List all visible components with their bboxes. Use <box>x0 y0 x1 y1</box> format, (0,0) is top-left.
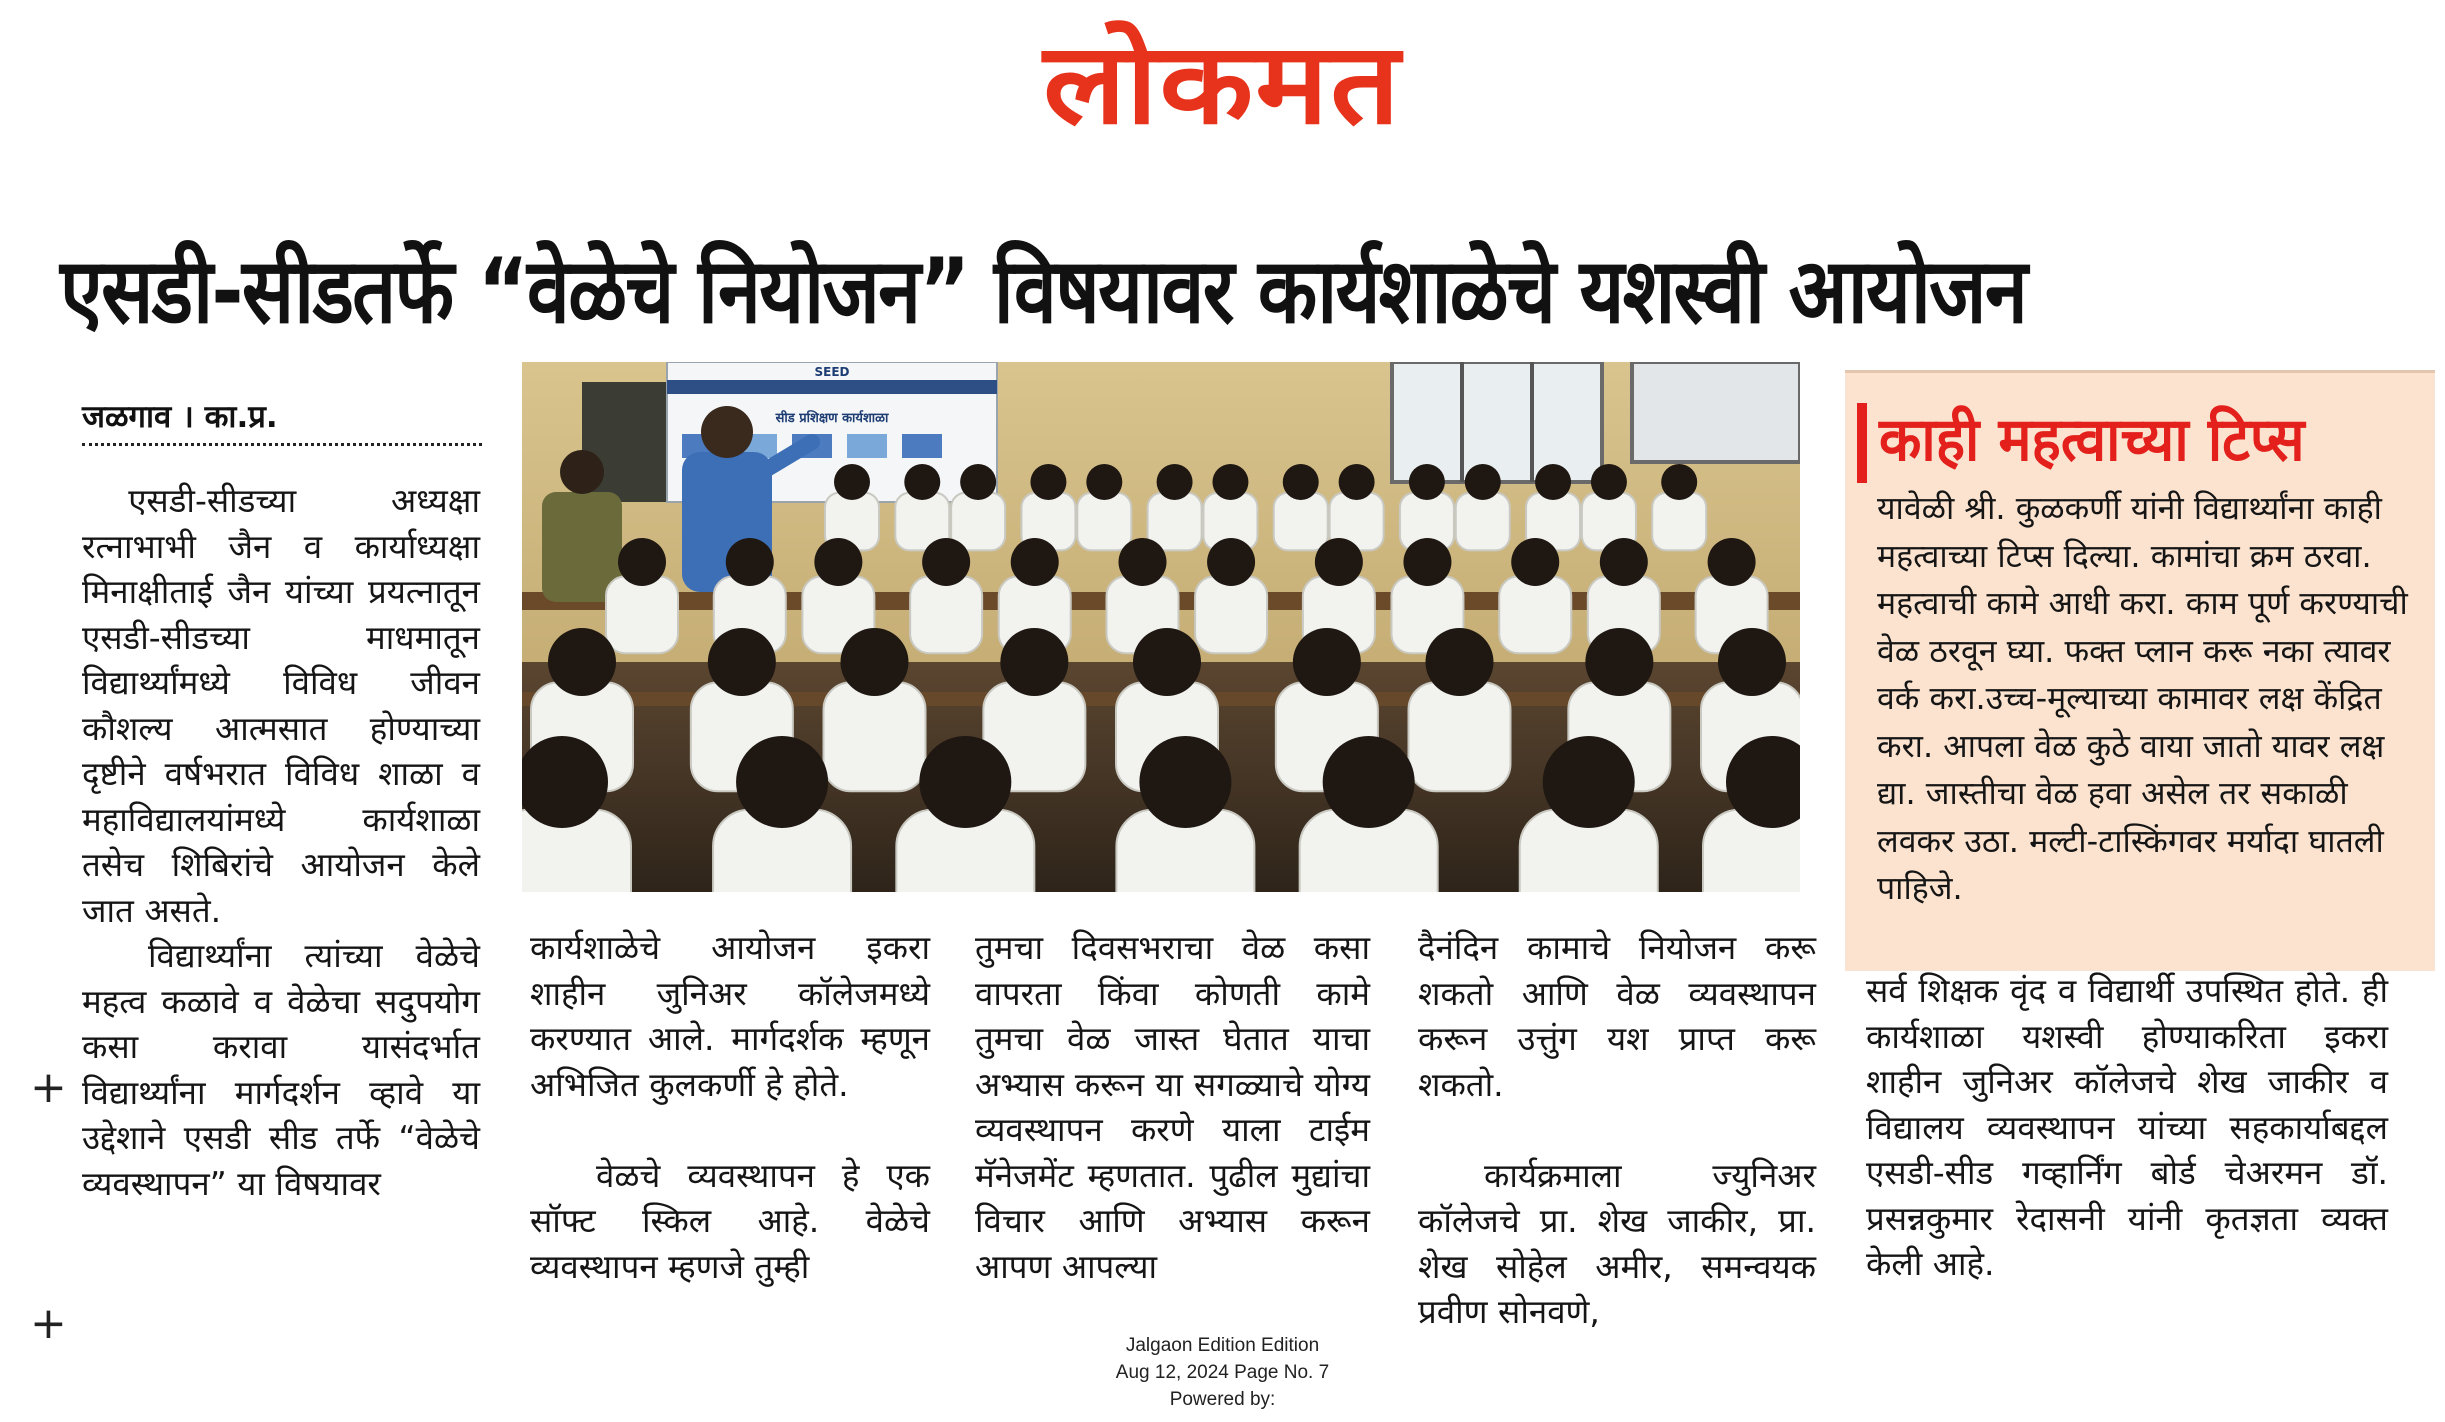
banner-title: सीड प्रशिक्षण कार्यशाळा <box>775 411 889 426</box>
student-figure <box>910 576 982 653</box>
student-head <box>960 464 996 500</box>
student-head <box>1119 538 1167 586</box>
student-head <box>834 464 870 500</box>
registration-mark: + <box>30 1062 67 1113</box>
dateline: जळगाव । का.प्र. <box>82 399 278 435</box>
article-column-5 <box>1866 968 2388 1338</box>
student-figure <box>1409 682 1511 791</box>
student-head <box>1139 736 1231 828</box>
student-head <box>708 628 776 696</box>
article-paragraph: एसडी-सीडच्या अध्यक्षा रत्नाभाभी जैन व कार्याध्यक्षा मिनाक्षीताई जैन यांच्या प्रयत्नातून एसडी-सीडच्या माधमातून विद्यार्थ्यांमध्ये विविध जीवन कौशल्य आत्मसात होण्याच्या दृष्टीने वर्षभरात विविध शाळा व महाविद्यालयांमध्ये कार्यशाळा तसेच शिबिरांचे आयोजन केले जात असते. <box>82 481 480 930</box>
student-figure <box>1274 493 1328 551</box>
student-figure <box>1195 576 1267 653</box>
article-column-4 <box>1418 925 1816 1335</box>
student-head <box>1661 464 1697 500</box>
student-head <box>1465 464 1501 500</box>
student-head <box>1315 538 1363 586</box>
tips-text: यावेळी श्री. कुळकर्णी यांनी विद्यार्थ्यांना काही महत्वाच्या टिप्स दिल्या. कामांचा क्रम ठरवा. महत्वाची कामे आधी करा. काम पूर्ण करण्याची वेळ ठरवून घ्या. फक्त प्लान करू नका त्यावर वर्क करा.उच्च-मूल्याच्या कामावर लक्ष केंद्रित करा. आपला वेळ कुठे वाया जातो यावर लक्ष द्या. जास्तीचा वेळ हवा असेल तर सकाळी लवकर उठा. मल्टी-टास्किंगवर मर्यादा घातली पाहिजे. <box>1877 489 2408 907</box>
article-column-3 <box>975 925 1370 1335</box>
masthead <box>0 18 2445 148</box>
student-head <box>1133 628 1201 696</box>
page-footer <box>1000 1332 1445 1422</box>
article-column-1 <box>82 478 480 1338</box>
student-head <box>1011 538 1059 586</box>
student-head <box>1600 538 1648 586</box>
newspaper-logo: लोकमत <box>1043 16 1402 150</box>
article-column-2 <box>530 925 930 1335</box>
date-page-label: Aug 12, 2024 Page No. 7 <box>1115 1362 1330 1383</box>
student-head <box>1323 736 1415 828</box>
registration-mark: + <box>30 1298 67 1349</box>
edition-label: Jalgaon Edition Edition <box>1125 1335 1320 1356</box>
student-head <box>1535 464 1571 500</box>
student-head <box>814 538 862 586</box>
student-head <box>1157 464 1193 500</box>
student-head <box>919 736 1011 828</box>
student-head <box>1283 464 1319 500</box>
student-head <box>1030 464 1066 500</box>
student-head <box>618 538 666 586</box>
student-head <box>904 464 940 500</box>
student-head <box>1585 628 1653 696</box>
student-head <box>1409 464 1445 500</box>
article-paragraph: कार्यशाळेचे आयोजन इकरा शाहीन जुनिअर कॉलेजमध्ये करण्यात आले. मार्गदर्शक म्हणून अभिजित कुलकर्णी हे होते. <box>530 928 930 1104</box>
headline: एसडी-सीडतर्फे “वेळेचे नियोजन” विषयावर कार्यशाळेचे यशस्वी आयोजन <box>60 239 2027 344</box>
student-head <box>1543 736 1635 828</box>
student-head <box>1511 538 1559 586</box>
students-group <box>522 362 1800 892</box>
student-figure <box>1148 493 1202 551</box>
student-head <box>548 628 616 696</box>
powered-by-label: Powered by: <box>1169 1389 1276 1410</box>
tips-title: काही महत्वाच्या टिप्स <box>1879 405 2305 475</box>
student-figure <box>824 682 926 791</box>
student-head <box>1591 464 1627 500</box>
banner-brand: SEED <box>814 365 850 379</box>
article-paragraph: विद्यार्थ्यांना त्यांच्या वेळेचे महत्व कळावे व वेळेचा सदुपयोग कसा करावा यासंदर्भात विद्यार्थ्यांना मार्गदर्शन व्हावे या उद्देशाने एसडी सीड तर्फे “वेळेचे व्यवस्थापन” या विषयावर <box>82 936 480 1203</box>
student-head <box>1212 464 1248 500</box>
student-head <box>1086 464 1122 500</box>
student-head <box>1426 628 1494 696</box>
student-figure <box>1077 493 1131 551</box>
student-head <box>1000 628 1068 696</box>
student-head <box>736 736 828 828</box>
student-head <box>922 538 970 586</box>
student-figure <box>951 493 1005 551</box>
student-figure <box>1652 493 1706 551</box>
student-head <box>1403 538 1451 586</box>
dateline-divider <box>82 443 482 446</box>
student-head <box>1718 628 1786 696</box>
article-photo <box>522 362 1800 892</box>
article-paragraph: वेळचे व्यवस्थापन हे एक सॉफ्ट स्किल आहे. वेळेचे व्यवस्थापन म्हणजे तुम्ही <box>530 1155 930 1286</box>
student-figure <box>606 576 678 653</box>
student-head <box>1339 464 1375 500</box>
student-head <box>1293 628 1361 696</box>
article-paragraph: सर्व शिक्षक वृंद व विद्यार्थी उपस्थित होते. ही कार्यशाळा यशस्वी होण्याकरिता इकरा शाहीन जुनिअर कॉलेजचे शेख जाकीर व विद्यालय व्यवस्थापन यांच्या सहकार्याबद्दल एसडी-सीड गव्हार्निंग बोर्ड चेअरमन डॉ. प्रसन्नकुमार रेदासनी यांनी कृतज्ञता व्यक्त केली आहे. <box>1866 971 2388 1283</box>
student-head <box>841 628 909 696</box>
student-head <box>1207 538 1255 586</box>
student-head <box>726 538 774 586</box>
tips-box <box>1845 370 2435 971</box>
student-head <box>1708 538 1756 586</box>
student-figure <box>1456 493 1510 551</box>
article-paragraph: तुमचा दिवसभराचा वेळ कसा वापरता किंवा कोणती कामे तुमचा वेळ जास्त घेतात याचा अभ्यास करून या सगळ्याचे योग्य व्यवस्थापन करणे याला टाईम मॅनेजमेंट म्हणतात. पुढील मुद्यांचा विचार आणि अभ्यास करून आपण आपल्या <box>975 928 1370 1286</box>
tips-accent-bar <box>1857 403 1867 483</box>
student-figure <box>1499 576 1571 653</box>
article-paragraph: दैनंदिन कामाचे नियोजन करू शकतो आणि वेळ व्यवस्थापन करून उत्तुंग यश प्राप्त करू शकतो. <box>1418 928 1816 1104</box>
article-paragraph: कार्यक्रमाला ज्युनिअर कॉलेजचे प्रा. शेख जाकीर, प्रा. शेख सोहेल अमीर, समन्वयक प्रवीण सोनवणे, <box>1418 1155 1816 1331</box>
